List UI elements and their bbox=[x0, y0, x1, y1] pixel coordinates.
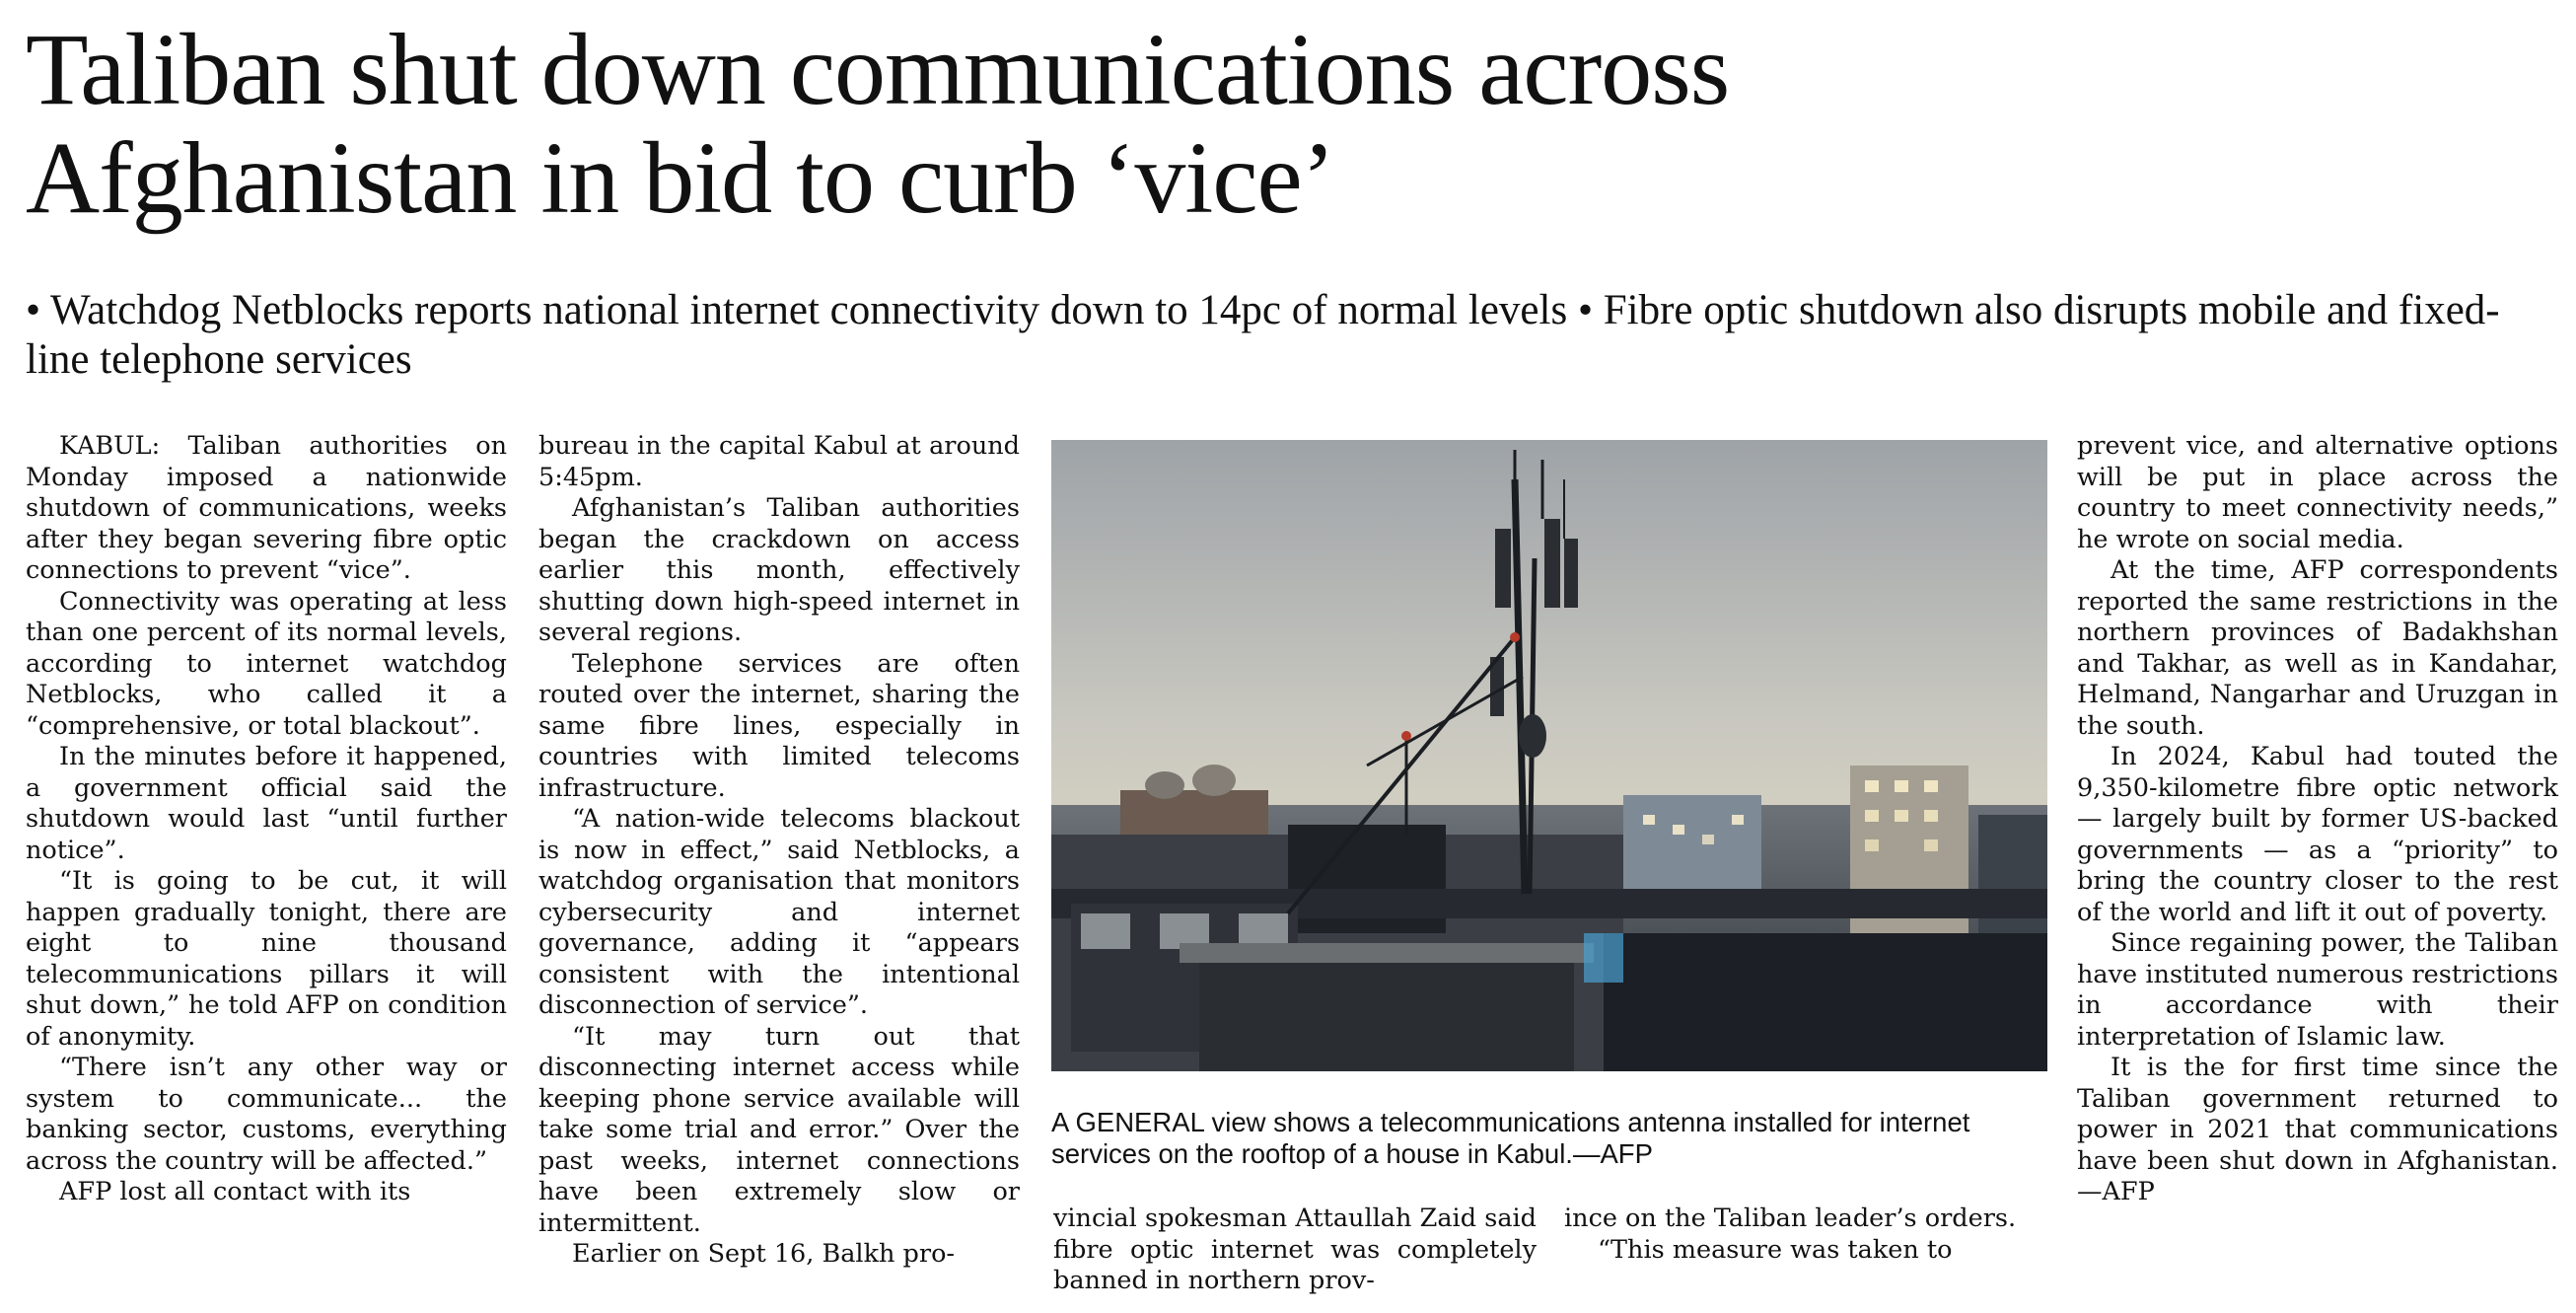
article-column-3b bbox=[1564, 1204, 2047, 1266]
paragraph: At the time, AFP correspondents reported the same restrictions in the northern provinces of Badakhshan and Takhar, as well as in Kandahar, Helmand, Nangarhar and Uruzgan in the south. bbox=[2077, 555, 2558, 741]
article-column-3a bbox=[1053, 1204, 1537, 1297]
paragraph: “A nation-wide telecoms blackout is now in effect,” said Netblocks, a watchdog organisation that monitors cybersecurity and internet governance, adding it “appears consistent with the intentional disconnection of service”. bbox=[538, 804, 1020, 1020]
photo-caption: A GENERAL view shows a telecommunications antenna installed for internet services on the rooftop of a house in Kabul.—AFP bbox=[1051, 1107, 1970, 1169]
paragraph: “It may turn out that disconnecting internet access while keeping phone service available will take some trial and error.” Over the past weeks, internet connections have been extremely slow or intermittent. bbox=[538, 1021, 1020, 1238]
article-column-2 bbox=[538, 431, 1020, 1271]
rooftop-antenna-photo bbox=[1051, 440, 2047, 1071]
paragraph: Connectivity was operating at less than one percent of its normal levels, according to internet watchdog Netblocks, who called it a “comprehensive, or total blackout”. bbox=[26, 586, 507, 741]
paragraph: vincial spokesman Attaullah Zaid said fibre optic internet was completely banned in northern prov- bbox=[1053, 1204, 1537, 1295]
headline-line-1: Taliban shut down communications across bbox=[26, 13, 1730, 126]
paragraph: prevent vice, and alternative options will be put in place across the country to meet connectivity needs,” he wrote on social media. bbox=[2077, 431, 2558, 554]
paragraph: Telephone services are often routed over the internet, sharing the same fibre lines, especially in countries with limited telecoms infrastructure. bbox=[538, 648, 1020, 803]
paragraph: ince on the Taliban leader’s orders. bbox=[1564, 1204, 2017, 1233]
subheadlines bbox=[26, 286, 2550, 385]
article-column-1 bbox=[26, 431, 507, 1208]
paragraph: bureau in the capital Kabul at around 5:45pm. bbox=[538, 431, 1020, 492]
news-photo bbox=[1051, 440, 2047, 1071]
paragraph: It is the for first time since the Taliban government returned to power in 2021 that communications have been shut down in Afghanistan. —AFP bbox=[2077, 1053, 2558, 1206]
paragraph: Afghanistan’s Taliban authorities began the crackdown on access earlier this month, effectively shutting down high-speed internet in several regions. bbox=[538, 493, 1020, 647]
headline-line-2: Afghanistan in bid to curb ‘vice’ bbox=[26, 121, 1335, 235]
paragraph: AFP lost all contact with its bbox=[59, 1177, 411, 1206]
paragraph: “This measure was taken to bbox=[1598, 1234, 1953, 1265]
article-column-4 bbox=[2077, 431, 2558, 1208]
paragraph: In the minutes before it happened, a government official said the shutdown would last “until further notice”. bbox=[26, 742, 507, 865]
paragraph: In 2024, Kabul had touted the 9,350-kilometre fibre optic network — largely built by former US-backed governments — as a “priority” to bring the country closer to the rest of the world and lift it out of poverty. bbox=[2077, 742, 2558, 927]
headline bbox=[26, 13, 2550, 235]
paragraph: “There isn’t any other way or system to communicate... the banking sector, customs, everything across the country will be affected.” bbox=[26, 1053, 507, 1176]
paragraph: “It is going to be cut, it will happen gradually tonight, there are eight to nine thousand telecommunications pillars it will shut down,” he told AFP on condition of anonymity. bbox=[26, 866, 507, 1052]
paragraph: Since regaining power, the Taliban have instituted numerous restrictions in accordance with their interpretation of Islamic law. bbox=[2077, 928, 2558, 1052]
subhead-2: • Fibre optic shutdown also disrupts mobile and fixed-line telephone services bbox=[26, 287, 2500, 383]
subhead-1: • Watchdog Netblocks reports national internet connectivity down to 14pc of normal levels bbox=[26, 287, 1568, 333]
paragraph: KABUL: Taliban authorities on Monday imposed a nationwide shutdown of communications, weeks after they began severing fibre optic connections to prevent “vice”. bbox=[26, 431, 507, 585]
paragraph: Earlier on Sept 16, Balkh pro- bbox=[572, 1239, 956, 1269]
